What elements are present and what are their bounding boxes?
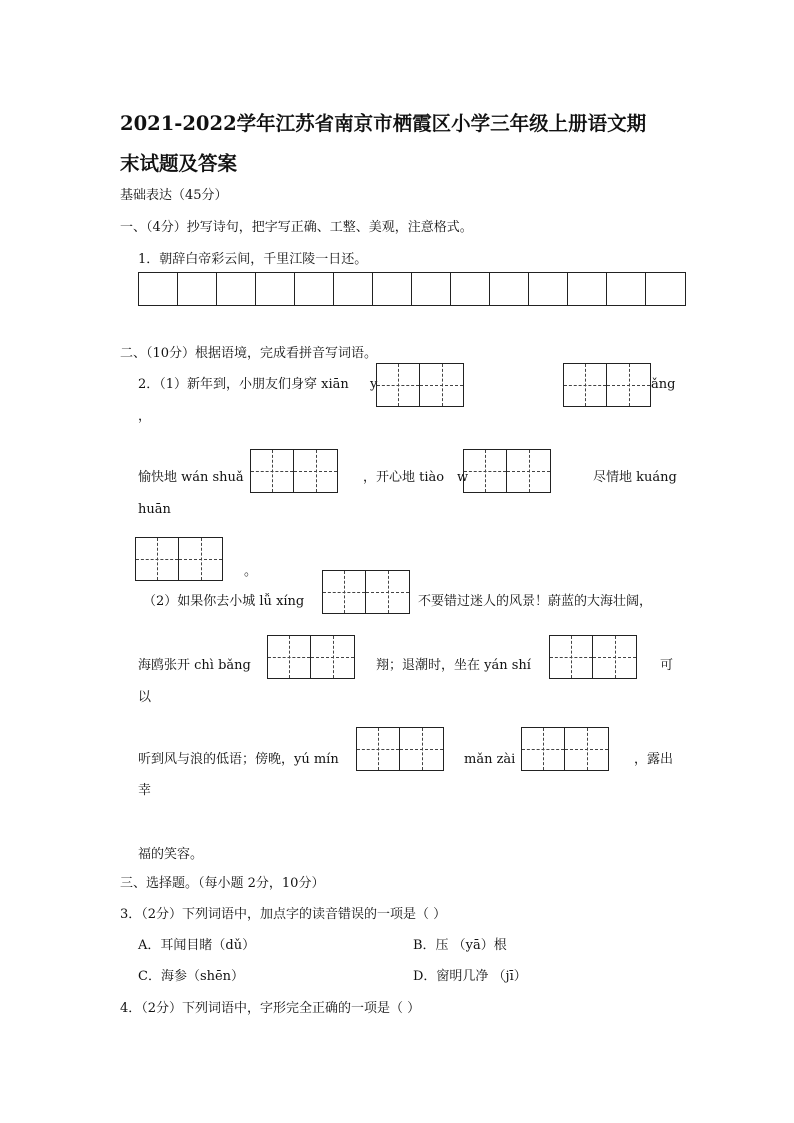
- q2-p2-text-h: mǎn zài: [464, 752, 516, 767]
- q2-p1-text-e: 尽情地 kuáng: [593, 470, 677, 485]
- tianzige-chibang[interactable]: [267, 635, 355, 679]
- grid-cell[interactable]: [217, 273, 256, 305]
- tianzige-cell[interactable]: [294, 450, 337, 492]
- tianzige-cell[interactable]: [464, 450, 507, 492]
- tianzige-cell[interactable]: [251, 450, 294, 492]
- section-heading-basic: 基础表达（45分）: [120, 188, 228, 203]
- grid-cell[interactable]: [412, 273, 451, 305]
- q1-sub: 1．朝辞白帝彩云间，千里江陵一日还。: [138, 252, 368, 267]
- q2-p1-text-a: 2．（1）新年到，小朋友们身穿 xiān: [138, 377, 349, 392]
- grid-cell[interactable]: [373, 273, 412, 305]
- tianzige-yanshi[interactable]: [549, 635, 637, 679]
- q2-p2-text-f: 以: [138, 690, 152, 705]
- q4-stem: 4．（2分）下列词语中，字形完全正确的一项是（ ）: [120, 1001, 421, 1016]
- q2-p1-comma: ，: [138, 409, 152, 424]
- tianzige-cell[interactable]: [564, 364, 607, 406]
- q2-p2-text-a: （2）如果你去小城 lǚ xíng: [143, 594, 305, 609]
- tianzige-cell[interactable]: [550, 636, 593, 678]
- tianzige-cell[interactable]: [136, 538, 179, 580]
- page-title-line2: 末试题及答案: [120, 152, 238, 175]
- q1-heading: 一、（4分）抄写诗句，把字写正确、工整、美观，注意格式。: [120, 220, 473, 235]
- tianzige-tiaowu[interactable]: [463, 449, 551, 493]
- q2-p2-text-k: 福的笑容。: [138, 847, 204, 862]
- grid-cell[interactable]: [568, 273, 607, 305]
- grid-cell[interactable]: [607, 273, 646, 305]
- tianzige-cell[interactable]: [420, 364, 463, 406]
- tianzige-cell[interactable]: [311, 636, 354, 678]
- page-title-line1: 2021-2022学年江苏省南京市栖霞区小学三年级上册语文期: [120, 112, 647, 135]
- tianzige-cell[interactable]: [357, 728, 400, 770]
- tianzige-kuanghuan[interactable]: [135, 537, 223, 581]
- q2-p1-text-a-tail: y: [370, 377, 378, 392]
- tianzige-manzai[interactable]: [521, 727, 609, 771]
- tianzige-cell[interactable]: [607, 364, 650, 406]
- tianzige-xianyan-2[interactable]: [563, 363, 651, 407]
- tianzige-cell[interactable]: [323, 571, 366, 613]
- grid-cell[interactable]: [139, 273, 178, 305]
- tianzige-lvxing[interactable]: [322, 570, 410, 614]
- grid-cell[interactable]: [334, 273, 373, 305]
- q2-p1-text-d-tail: w: [457, 470, 469, 485]
- tianzige-cell[interactable]: [593, 636, 636, 678]
- q2-p2-text-d: 翔；退潮时，坐在 yán shí: [376, 658, 531, 673]
- grid-cell[interactable]: [178, 273, 217, 305]
- tianzige-cell[interactable]: [268, 636, 311, 678]
- q2-p2-text-b: 不要错过迷人的风景！蔚蓝的大海壮阔，: [418, 594, 653, 609]
- q3-option-c[interactable]: C．海参（shēn）: [138, 969, 245, 984]
- q2-p1-end: 。: [244, 564, 258, 579]
- tianzige-cell[interactable]: [366, 571, 409, 613]
- q3-heading: 三、选择题。（每小题 2分，10分）: [120, 876, 325, 891]
- tianzige-yumin[interactable]: [356, 727, 444, 771]
- tianzige-cell[interactable]: [522, 728, 565, 770]
- q3-option-d[interactable]: D．窗明几净 （jī）: [413, 969, 527, 984]
- q2-p2-text-c: 海鸥张开 chì bǎng: [138, 658, 251, 673]
- q2-p2-text-g: 听到风与浪的低语；傍晚，yú mín: [138, 752, 339, 767]
- copy-writing-grid[interactable]: [138, 272, 686, 306]
- q2-heading: 二、（10分）根据语境，完成看拼音写词语。: [120, 346, 378, 361]
- tianzige-cell[interactable]: [400, 728, 443, 770]
- q2-p2-text-e: 可: [660, 658, 674, 673]
- q2-p2-text-j: 幸: [138, 783, 152, 798]
- q3-option-a[interactable]: A．耳闻目睹（dǔ）: [138, 938, 256, 953]
- q2-p2-text-i: ，露出: [634, 752, 674, 767]
- q3-stem: 3．（2分）下列词语中，加点字的读音错误的一项是（ ）: [120, 907, 447, 922]
- grid-cell[interactable]: [256, 273, 295, 305]
- q3-option-b[interactable]: B．压 （yā）根: [413, 938, 507, 953]
- q2-p1-text-d: ，开心地 tiào: [363, 470, 445, 485]
- grid-cell[interactable]: [295, 273, 334, 305]
- tianzige-xianyan-1[interactable]: [376, 363, 464, 407]
- tianzige-cell[interactable]: [377, 364, 420, 406]
- tianzige-cell[interactable]: [507, 450, 550, 492]
- tianzige-cell[interactable]: [565, 728, 608, 770]
- tianzige-cell[interactable]: [179, 538, 222, 580]
- q2-p1-text-b: ǎng: [651, 377, 676, 392]
- grid-cell[interactable]: [529, 273, 568, 305]
- q2-p1-text-f: huān: [138, 502, 171, 517]
- grid-cell[interactable]: [646, 273, 685, 305]
- q2-p1-text-c: 愉快地 wán shuǎ: [138, 470, 244, 485]
- grid-cell[interactable]: [451, 273, 490, 305]
- grid-cell[interactable]: [490, 273, 529, 305]
- tianzige-wanshua[interactable]: [250, 449, 338, 493]
